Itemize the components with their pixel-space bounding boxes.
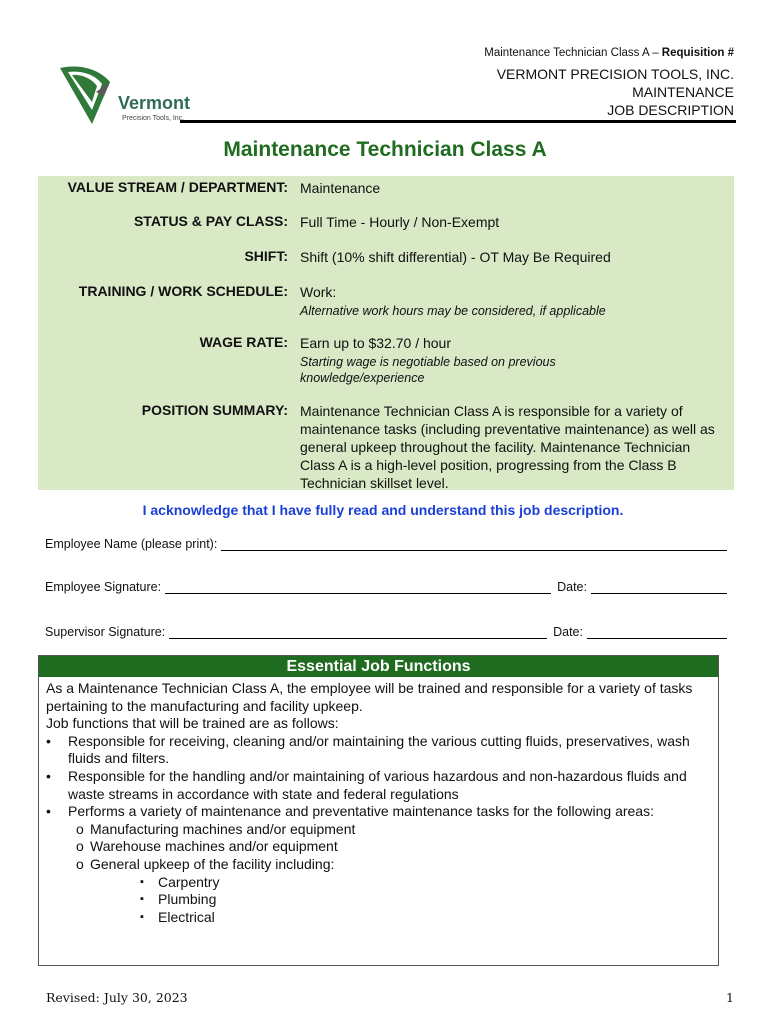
- list-item: o Warehouse machines and/or equipment: [76, 838, 711, 856]
- logo-name: Vermont: [118, 93, 191, 113]
- list-item-text: General upkeep of the facility including:: [90, 855, 335, 872]
- status-value: Full Time - Hourly / Non-Exempt: [300, 214, 500, 230]
- training-value: Work:: [300, 284, 337, 300]
- list-item: o Manufacturing machines and/or equipment: [76, 821, 711, 839]
- employee-date-label: Date:: [557, 580, 587, 594]
- department-name: MAINTENANCE: [632, 84, 734, 100]
- acknowledgement-text: I acknowledge that I have fully read and understand this job description.: [142, 502, 624, 518]
- wage-value-block: [300, 334, 730, 386]
- summary-value: Maintenance Technician Class A is responsible for a variety of maintenance tasks (including preventative maintenance) as well as general upkeep throughout the facility. Maintenance Technician Class A is a high-level position, progressing from the Class B Technician skillset level.: [300, 403, 715, 491]
- essential-functions-heading: Essential Job Functions: [39, 656, 718, 677]
- list-item: ▪ Carpentry: [140, 874, 711, 892]
- employee-name-line[interactable]: [45, 537, 727, 551]
- company-logo: [52, 62, 202, 128]
- wage-note: Starting wage is negotiable based on previous knowledge/experience: [300, 355, 556, 385]
- wage-value: Earn up to $32.70 / hour: [300, 335, 451, 351]
- company-name: VERMONT PRECISION TOOLS, INC.: [496, 66, 734, 82]
- revised-date: Revised: July 30, 2023: [46, 990, 188, 1005]
- training-note: Alternative work hours may be considered, if applicable: [300, 304, 606, 318]
- shift-value: Shift (10% shift differential) - OT May Be Required: [300, 249, 611, 265]
- requisition-line: [484, 47, 734, 59]
- employee-date-field[interactable]: [591, 582, 727, 594]
- employee-signature-label: Employee Signature:: [45, 580, 162, 594]
- shift-label: SHIFT:: [244, 248, 288, 264]
- training-label: TRAINING / WORK SCHEDULE:: [78, 283, 288, 299]
- list-item: ▪ Plumbing: [140, 891, 711, 909]
- list-item: [76, 856, 711, 926]
- status-label: STATUS & PAY CLASS:: [133, 213, 288, 229]
- list-item: • Responsible for receiving, cleaning and/or maintaining the various cutting fluids, preservatives, wash fluids and filters.: [46, 733, 711, 768]
- functions-intro-2: Job functions that will be trained are as follows:: [46, 715, 339, 732]
- supervisor-date-field[interactable]: [587, 627, 727, 639]
- supervisor-signature-field[interactable]: [169, 627, 547, 639]
- employee-signature-field[interactable]: [165, 582, 551, 594]
- employee-name-label: Employee Name (please print):: [45, 537, 218, 551]
- page-title: Maintenance Technician Class A: [223, 138, 547, 161]
- list-item: [46, 803, 711, 926]
- list-item: ▪ Electrical: [140, 909, 711, 927]
- supervisor-date-label: Date:: [553, 625, 583, 639]
- essential-functions-box: [38, 655, 719, 966]
- requisition-label: Requisition #: [661, 47, 734, 59]
- logo-tagline: Precision Tools, Inc.: [122, 115, 185, 122]
- areas-list: [68, 821, 711, 927]
- list-item: • Responsible for the handling and/or maintaining of various hazardous and non-hazardous fluids and waste streams in accordance with state and federal regulations: [46, 768, 711, 803]
- company-block: [497, 65, 734, 119]
- page-number: 1: [726, 990, 734, 1005]
- document-type: JOB DESCRIPTION: [607, 102, 734, 118]
- upkeep-list: [90, 874, 711, 927]
- essential-functions-body: [39, 677, 718, 929]
- functions-intro: As a Maintenance Technician Class A, the employee will be trained and responsible for a variety of tasks pertaining to the manufacturing and facility upkeep.: [46, 680, 693, 714]
- wage-label: WAGE RATE:: [199, 334, 288, 350]
- supervisor-signature-line[interactable]: [45, 625, 727, 639]
- requisition-prefix: Maintenance Technician Class A –: [484, 47, 662, 59]
- department-label: VALUE STREAM / DEPARTMENT:: [67, 179, 288, 195]
- list-item-text: Performs a variety of maintenance and preventative maintenance tasks for the following areas:: [68, 803, 654, 820]
- employee-name-field[interactable]: [221, 539, 727, 551]
- vermont-logo-icon: [52, 62, 202, 128]
- employee-signature-line[interactable]: [45, 580, 727, 594]
- supervisor-signature-label: Supervisor Signature:: [45, 625, 166, 639]
- header-rule: [180, 120, 736, 123]
- training-value-block: [300, 283, 730, 319]
- summary-label: POSITION SUMMARY:: [141, 402, 288, 418]
- department-value: Maintenance: [300, 180, 381, 196]
- functions-list: [46, 733, 711, 927]
